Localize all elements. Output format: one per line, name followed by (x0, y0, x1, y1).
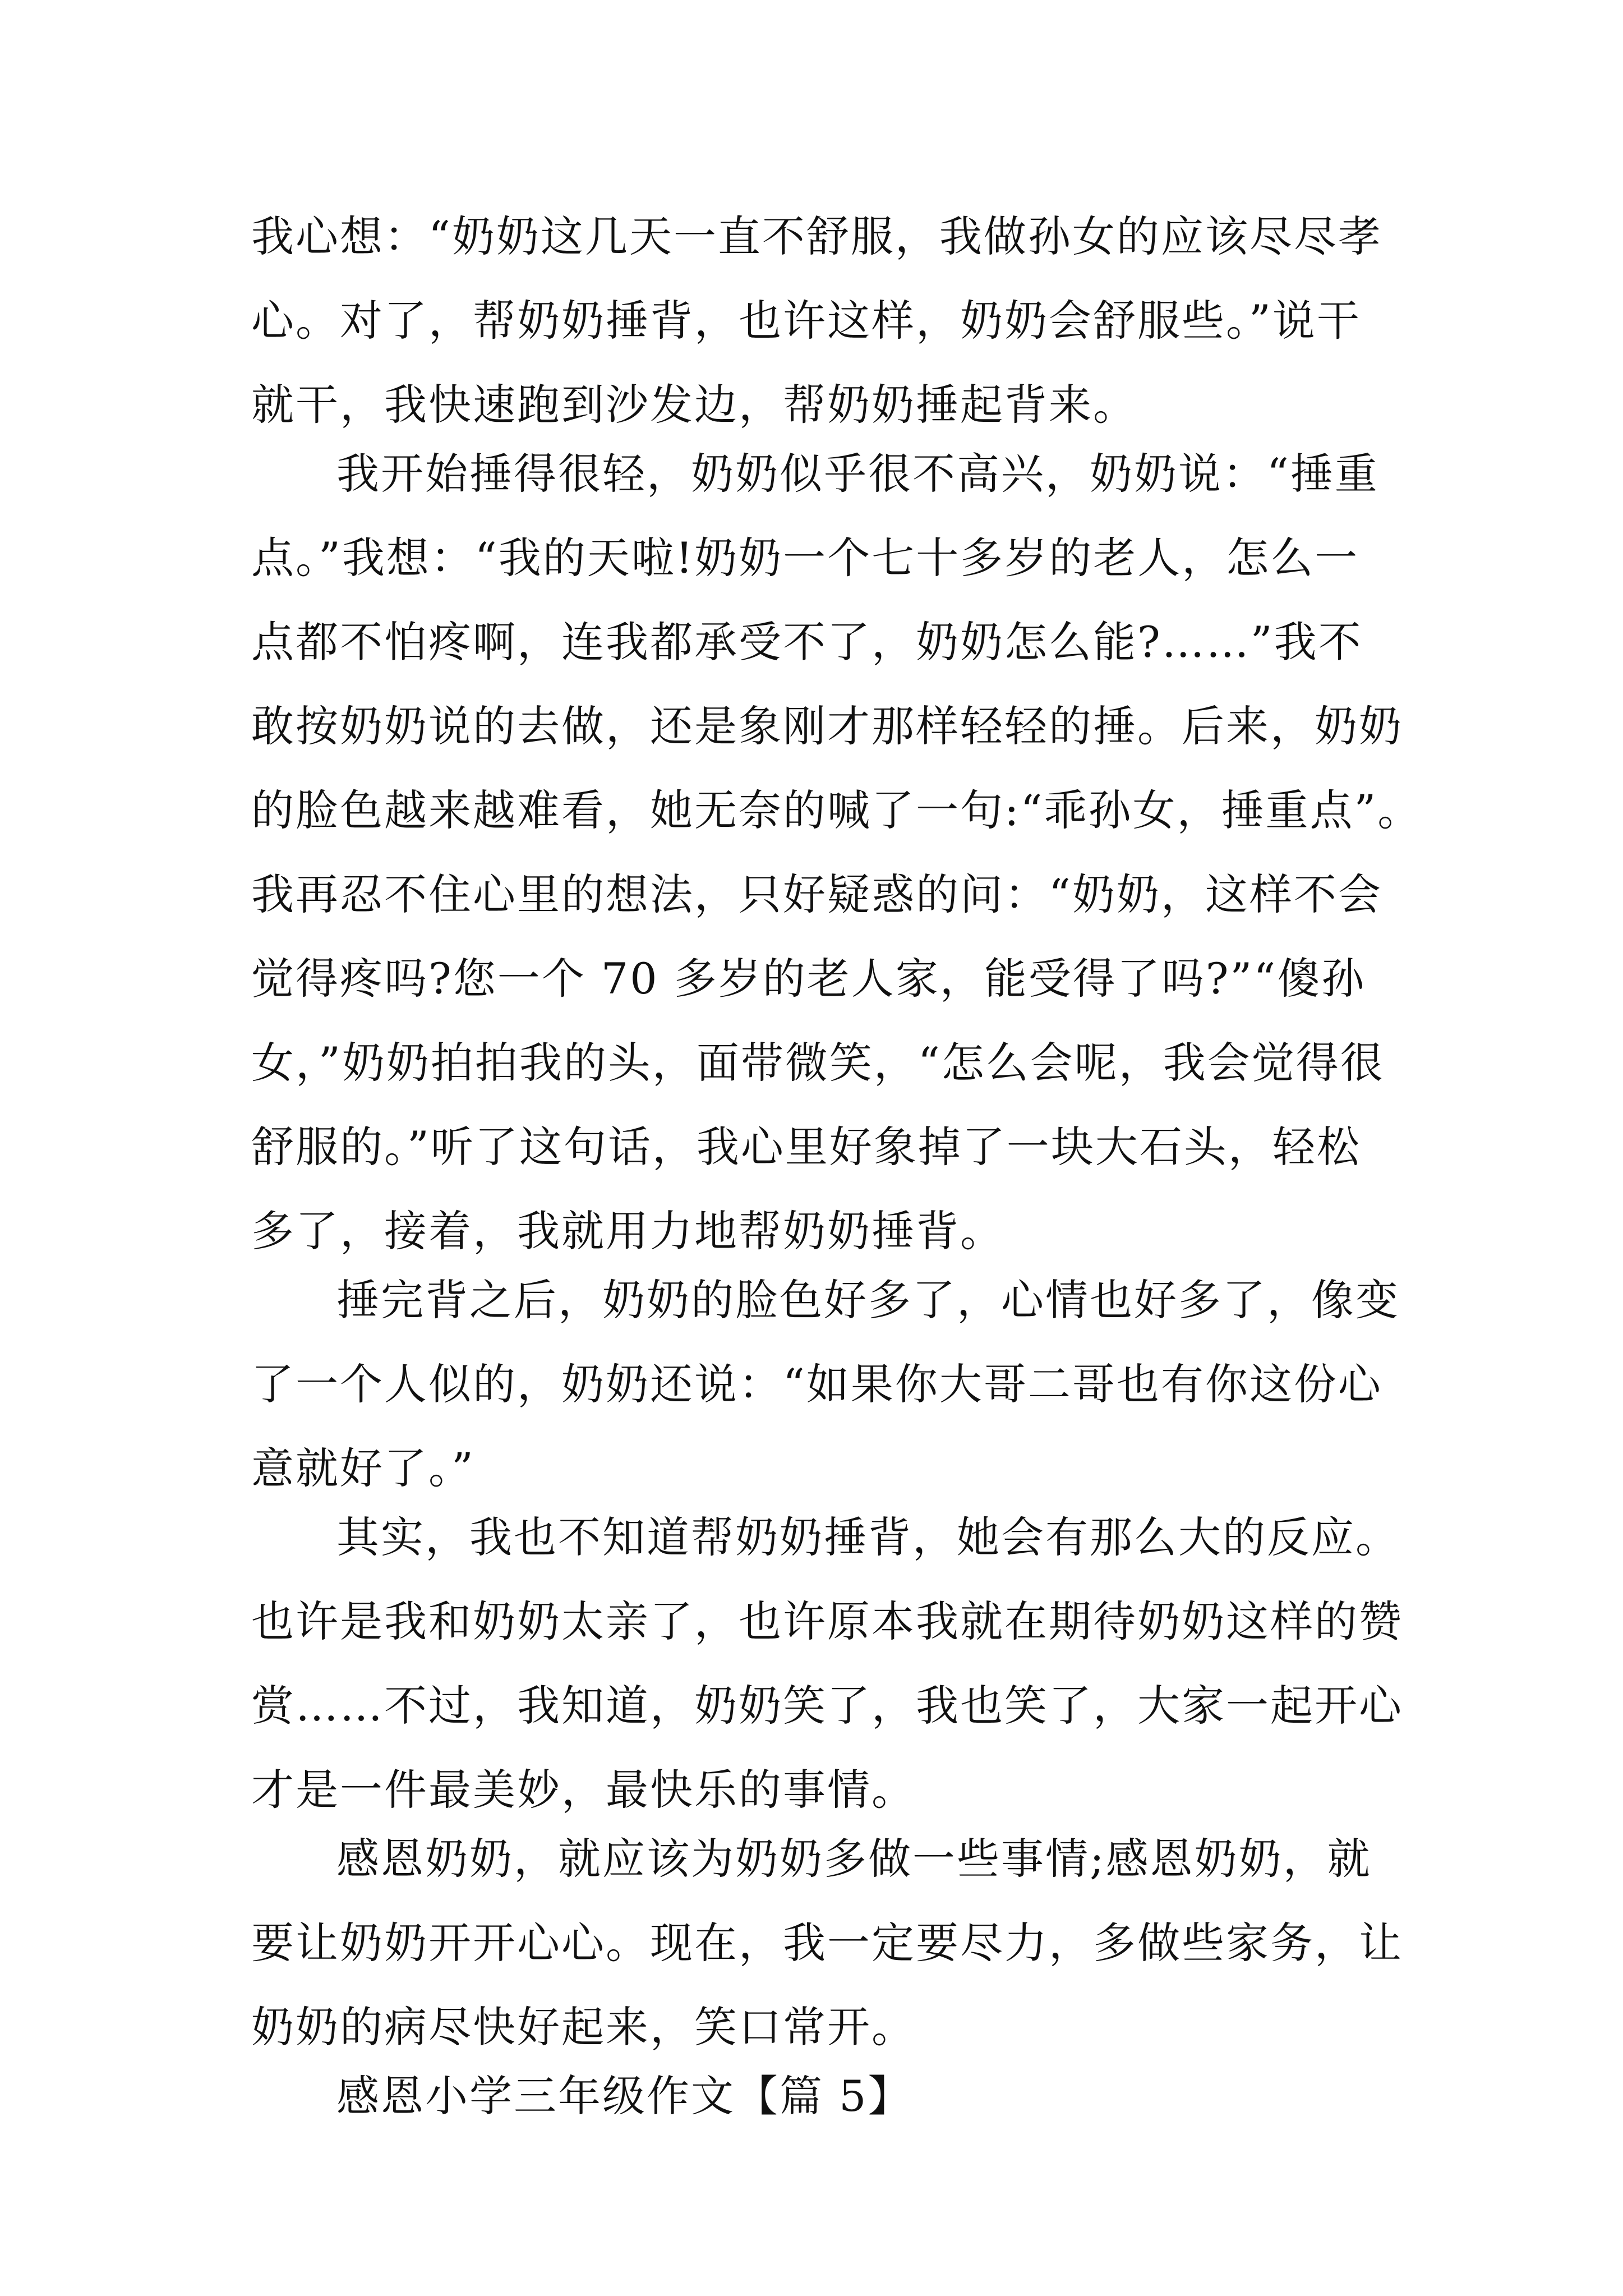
paragraph-start-line: 其实，我也不知道帮奶奶捶背，她会有那么大的反应。 (336, 1512, 1400, 1562)
text-line: 要让奶奶开开心心。现在，我一定要尽力，多做些家务，让 (251, 1918, 1403, 1968)
text-line: 女，”奶奶拍拍我的头，面带微笑，“怎么会呢，我会觉得很 (251, 1038, 1385, 1088)
text-line: 了一个人似的，奶奶还说：“如果你大哥二哥也有你这份心 (251, 1359, 1382, 1409)
text-line: 才是一件最美妙，最快乐的事情。 (251, 1765, 916, 1815)
text-line: 觉得疼吗?您一个 70 多岁的老人家，能受得了吗?”“傻孙 (251, 954, 1366, 1004)
text-line: 舒服的。”听了这句话，我心里好象掉了一块大石头，轻松 (251, 1122, 1361, 1172)
paragraph-start-line: 捶完背之后，奶奶的脸色好多了，心情也好多了，像变 (336, 1275, 1400, 1325)
text-line: 赏……不过，我知道，奶奶笑了，我也笑了，大家一起开心 (251, 1681, 1403, 1731)
text-line: 多了，接着，我就用力地帮奶奶捶背。 (251, 1206, 1004, 1256)
text-line: 点。”我想：“我的天啦!奶奶一个七十多岁的老人，怎么一 (251, 533, 1359, 583)
paragraph-start-line: 我开始捶得很轻，奶奶似乎很不高兴，奶奶说：“捶重 (336, 449, 1379, 499)
text-line: 我再忍不住心里的想法，只好疑惑的问：“奶奶，这样不会 (251, 869, 1382, 919)
text-line: 意就好了。” (251, 1443, 475, 1493)
text-line: 敢按奶奶说的去做，还是象刚才那样轻轻的捶。后来，奶奶 (251, 701, 1403, 751)
section-heading: 感恩小学三年级作文【篇 5】 (336, 2071, 912, 2121)
text-line: 奶奶的病尽快好起来，笑口常开。 (251, 2002, 916, 2052)
paragraph-start-line: 感恩奶奶，就应该为奶奶多做一些事情;感恩奶奶，就 (336, 1834, 1372, 1884)
text-line: 就干，我快速跑到沙发边，帮奶奶捶起背来。 (251, 380, 1137, 430)
text-line: 我心想：“奶奶这几天一直不舒服，我做孙女的应该尽尽孝 (251, 211, 1382, 261)
text-line: 心。对了，帮奶奶捶背，也许这样，奶奶会舒服些。”说干 (251, 296, 1361, 346)
text-line: 也许是我和奶奶太亲了，也许原本我就在期待奶奶这样的赞 (251, 1596, 1403, 1646)
text-line: 的脸色越来越难看，她无奈的喊了一句:“乖孙女，捶重点”。 (251, 785, 1422, 835)
text-line: 点都不怕疼啊，连我都承受不了，奶奶怎么能?……”我不 (251, 617, 1363, 667)
